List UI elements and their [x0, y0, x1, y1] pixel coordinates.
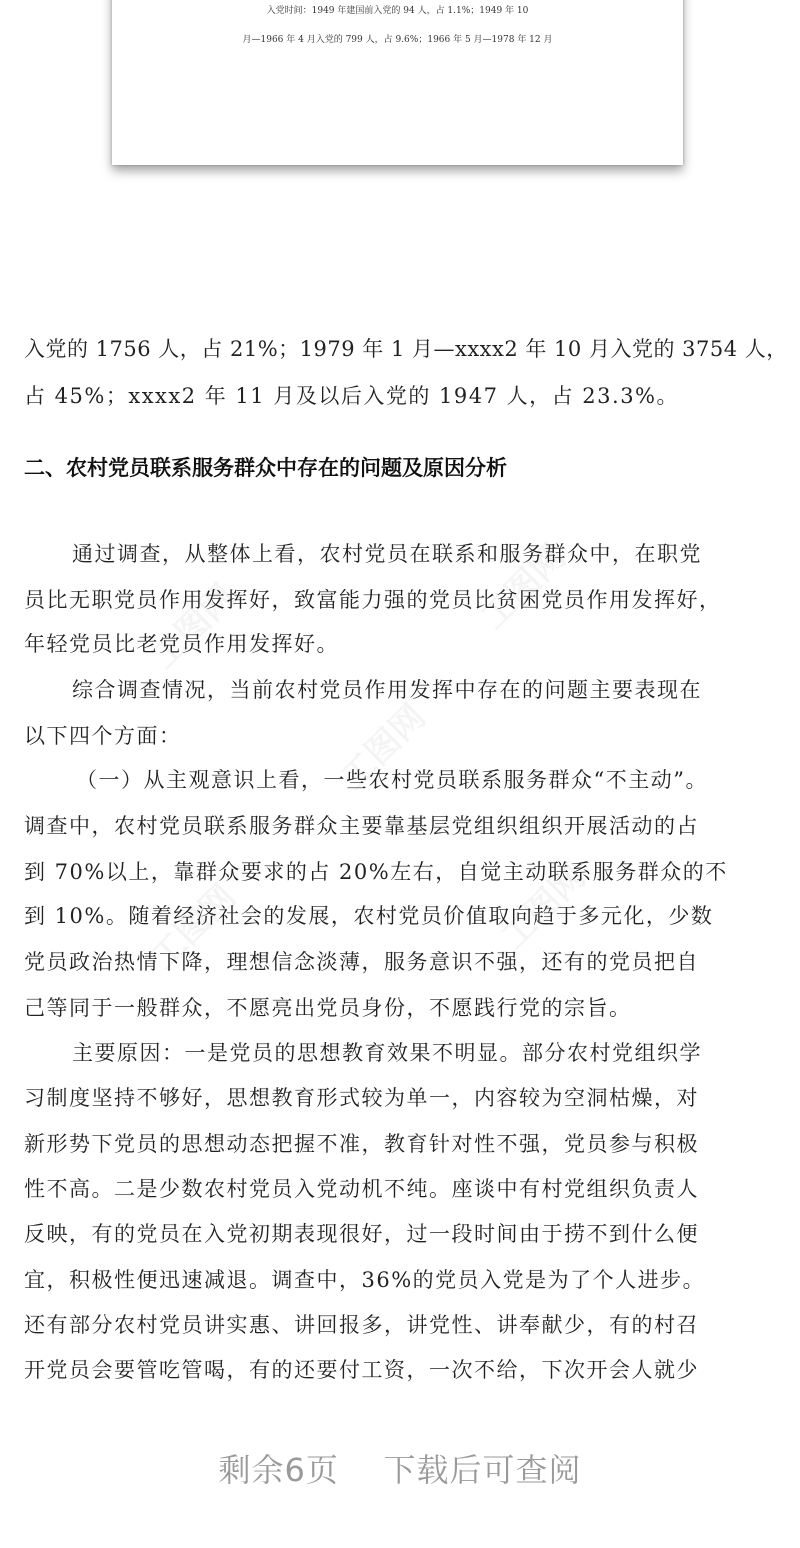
text-line: （一）从主观意识上看，一些农村党员联系服务群众“不主动”。 [76, 768, 708, 792]
text-line: 调查中，农村党员联系服务群众主要靠基层党组织组织开展活动的占 [24, 814, 699, 838]
text-line: 到 10%。随着经济社会的发展，农村党员价值取向趋于多元化，少数 [24, 904, 714, 928]
text-line: 反映，有的党员在入党初期表现很好，过一段时间由于捞不到什么便 [24, 1222, 699, 1246]
text-line: 宜，积极性便迅速减退。调查中，36%的党员入党是为了个人进步。 [24, 1268, 706, 1292]
text-line: 开党员会要管吃管喝，有的还要付工资，一次不给，下次开会人就少 [24, 1358, 699, 1382]
text-line: 主要原因：一是党员的思想教育效果不明显。部分农村党组织学 [72, 1041, 702, 1065]
text-line: 年轻党员比老党员作用发挥好。 [24, 632, 339, 656]
text-line: 占 45%；xxxx2 年 11 月及以后入党的 1947 人，占 23.3%。 [24, 384, 680, 408]
text-line: 还有部分农村党员讲实惠、讲回报多，讲党性、讲奉献少，有的村召 [24, 1313, 699, 1337]
text-line: 新形势下党员的思想动态把握不准，教育针对性不强，党员参与积极 [24, 1132, 699, 1156]
text-line: 通过调查，从整体上看，农村党员在联系和服务群众中，在职党 [72, 542, 702, 566]
text-line: 入党的 1756 人，占 21%；1979 年 1 月—xxxx2 年 10 月入党的 3754 人， [24, 337, 788, 361]
text-line: 党员政治热情下降，理想信念淡薄，服务意识不强，还有的党员把自 [24, 950, 699, 974]
preview-line: 月—1966 年 4 月入党的 799 人，占 9.6%；1966 年 5 月—1978 年 12 月 [242, 35, 553, 45]
text-line: 到 70%以上，靠群众要求的占 20%左右，自觉主动联系服务群众的不 [24, 860, 728, 884]
text-line: 性不高。二是少数农村党员入党动机不纯。座谈中有村党组织负责人 [24, 1177, 699, 1201]
text-line: 习制度坚持不够好，思想教育形式较为单一，内容较为空洞枯燥，对 [24, 1086, 699, 1110]
text-line: 员比无职党员作用发挥好，致富能力强的党员比贫困党员作用发挥好， [24, 588, 722, 612]
download-to-read-more-link[interactable]: 剩余6页 下载后可查阅 [218, 1451, 582, 1489]
preview-line: 入党时间：1949 年建国前入党的 94 人，占 1.1%；1949 年 10 [266, 6, 529, 16]
section-heading: 二、农村党员联系服务群众中存在的问题及原因分析 [24, 456, 507, 480]
text-line: 以下四个方面： [24, 724, 182, 748]
page-preview-card [112, 0, 683, 165]
text-line: 己等同于一般群众，不愿亮出党员身份，不愿践行党的宗旨。 [24, 996, 632, 1020]
text-line: 综合调查情况，当前农村党员作用发挥中存在的问题主要表现在 [72, 678, 702, 702]
